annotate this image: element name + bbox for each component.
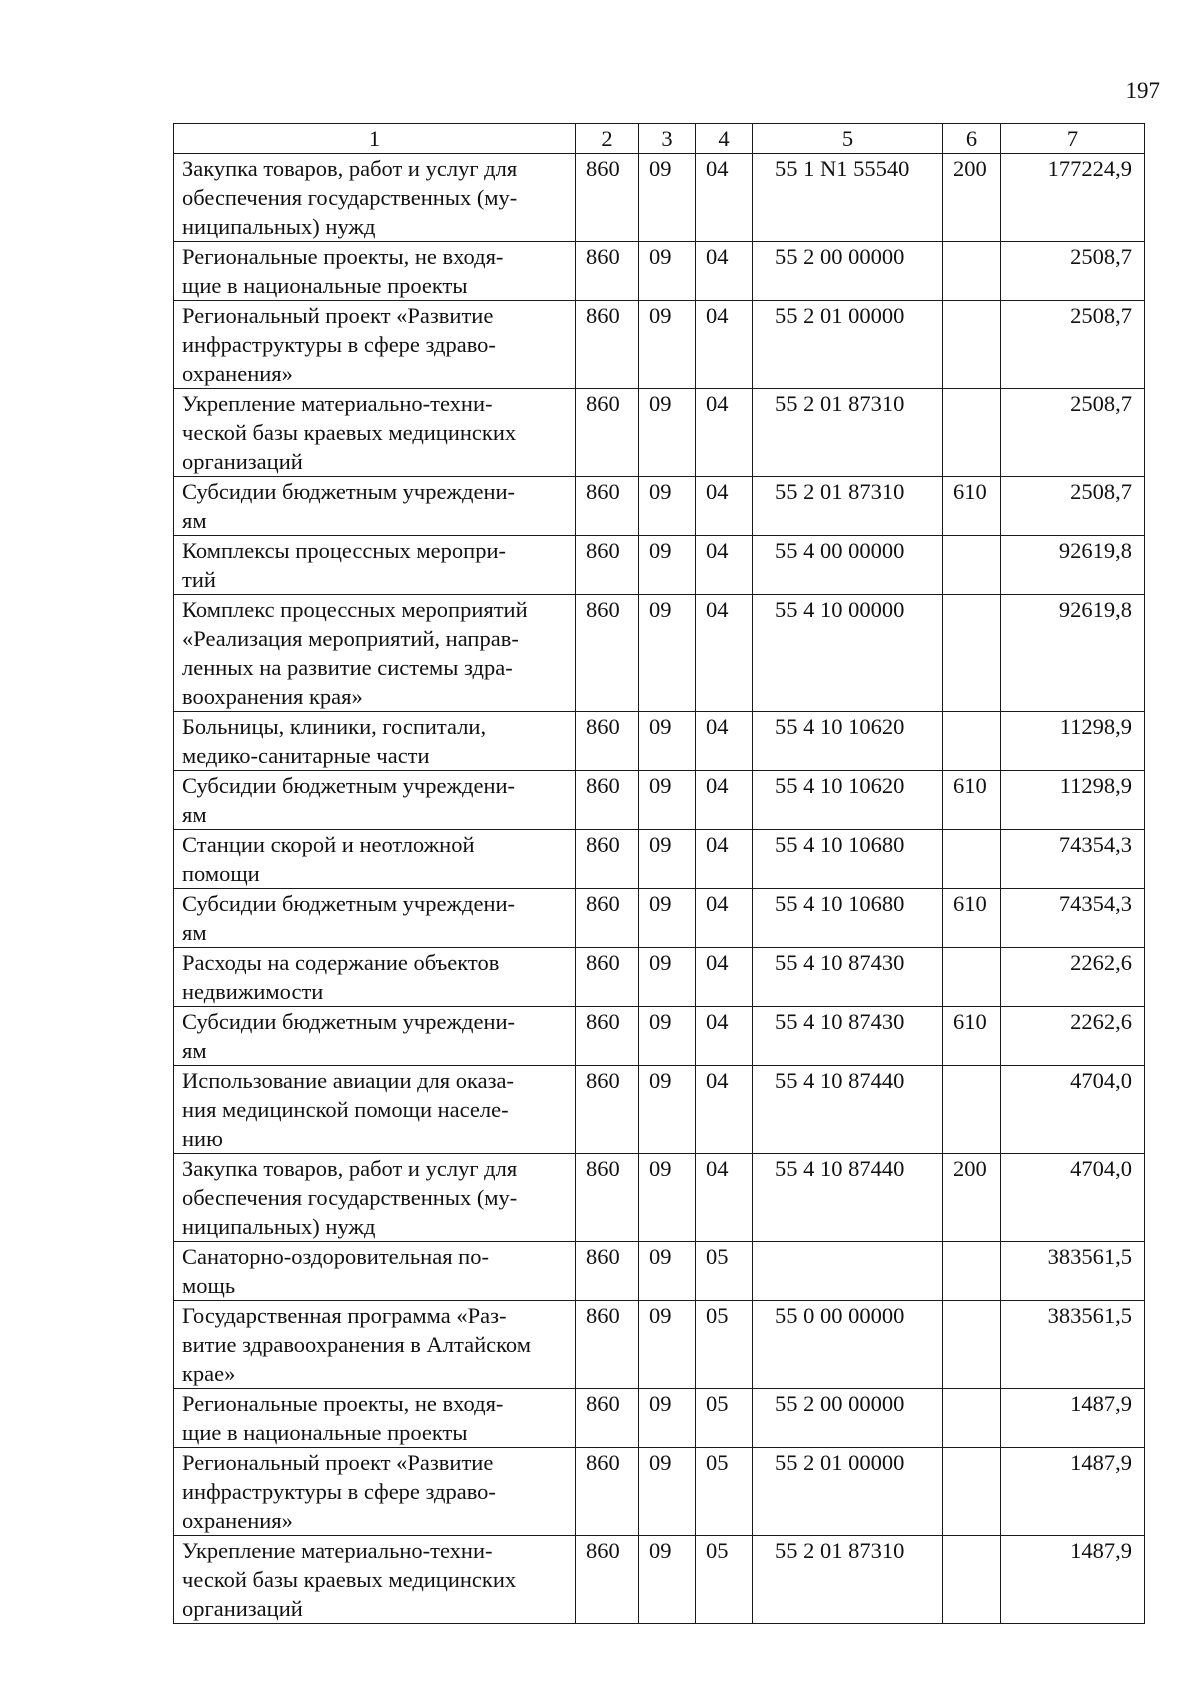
row-name-line: ям	[182, 802, 207, 827]
row-name	[174, 477, 576, 536]
table-row	[174, 1007, 1145, 1066]
col-amount: 74354,3	[1001, 889, 1145, 948]
row-name-line: охранения»	[182, 361, 293, 386]
row-name-line: ниципальных) нужд	[182, 214, 376, 239]
col-ministry-code: 860	[576, 1007, 639, 1066]
col-target-article: 55 4 10 10680	[753, 889, 943, 948]
table-row	[174, 154, 1145, 242]
col-amount: 74354,3	[1001, 830, 1145, 889]
col-subsection: 05	[696, 1301, 753, 1389]
col-target-article: 55 4 00 00000	[753, 536, 943, 595]
col-target-article	[753, 1242, 943, 1301]
col-expense-type: 610	[943, 889, 1001, 948]
row-name-line: Использование авиации для оказа-	[182, 1068, 514, 1093]
col-section: 09	[639, 1536, 696, 1624]
row-name-line: Субсидии бюджетным учреждени-	[182, 891, 516, 916]
col-expense-type	[943, 595, 1001, 712]
col-ministry-code: 860	[576, 830, 639, 889]
row-name-line: витие здравоохранения в Алтайском	[182, 1332, 531, 1357]
col-target-article: 55 0 00 00000	[753, 1301, 943, 1389]
table-row	[174, 301, 1145, 389]
row-name	[174, 1389, 576, 1448]
col-subsection: 04	[696, 389, 753, 477]
row-name	[174, 1536, 576, 1624]
col-section: 09	[639, 595, 696, 712]
col-expense-type: 200	[943, 154, 1001, 242]
row-name-line: Государственная программа «Раз-	[182, 1303, 507, 1328]
row-name	[174, 595, 576, 712]
col-subsection: 04	[696, 301, 753, 389]
col-target-article: 55 2 01 00000	[753, 301, 943, 389]
row-name-line: ям	[182, 920, 207, 945]
col-subsection: 04	[696, 477, 753, 536]
table-row	[174, 1154, 1145, 1242]
row-name	[174, 889, 576, 948]
col-expense-type	[943, 1448, 1001, 1536]
table-header	[174, 124, 1145, 154]
col-section: 09	[639, 712, 696, 771]
col-subsection: 04	[696, 595, 753, 712]
row-name	[174, 1066, 576, 1154]
col-section: 09	[639, 948, 696, 1007]
row-name-line: крае»	[182, 1361, 236, 1386]
col-amount: 383561,5	[1001, 1242, 1145, 1301]
col-subsection: 04	[696, 1154, 753, 1242]
col-ministry-code: 860	[576, 301, 639, 389]
row-name	[174, 771, 576, 830]
col-subsection: 04	[696, 1066, 753, 1154]
col-section: 09	[639, 1007, 696, 1066]
col-target-article: 55 4 10 00000	[753, 595, 943, 712]
row-name-line: «Реализация мероприятий, направ-	[182, 626, 519, 651]
col-target-article: 55 2 00 00000	[753, 1389, 943, 1448]
col-expense-type: 610	[943, 771, 1001, 830]
col-target-article: 55 4 10 10620	[753, 771, 943, 830]
col-section: 09	[639, 771, 696, 830]
col-expense-type	[943, 1301, 1001, 1389]
table-body	[174, 154, 1145, 1624]
col-amount: 2508,7	[1001, 389, 1145, 477]
table-row	[174, 242, 1145, 301]
col-section: 09	[639, 301, 696, 389]
row-name	[174, 948, 576, 1007]
row-name-line: Укрепление материально-техни-	[182, 391, 493, 416]
table-row	[174, 477, 1145, 536]
col-amount: 11298,9	[1001, 712, 1145, 771]
col-expense-type	[943, 1389, 1001, 1448]
col-target-article: 55 4 10 87440	[753, 1066, 943, 1154]
table-row	[174, 830, 1145, 889]
col-target-article: 55 4 10 10620	[753, 712, 943, 771]
col-section: 09	[639, 1154, 696, 1242]
table-row	[174, 1066, 1145, 1154]
row-name-line: нию	[182, 1126, 223, 1151]
table-row	[174, 1301, 1145, 1389]
row-name	[174, 830, 576, 889]
row-name-line: Субсидии бюджетным учреждени-	[182, 773, 516, 798]
header-col-7: 7	[1001, 124, 1145, 154]
col-section: 09	[639, 154, 696, 242]
col-ministry-code: 860	[576, 712, 639, 771]
col-expense-type	[943, 1536, 1001, 1624]
table-row	[174, 948, 1145, 1007]
col-target-article: 55 2 01 00000	[753, 1448, 943, 1536]
col-target-article: 55 4 10 87440	[753, 1154, 943, 1242]
col-subsection: 05	[696, 1242, 753, 1301]
table-row	[174, 595, 1145, 712]
row-name-line: ческой базы краевых медицинских	[182, 420, 517, 445]
col-amount: 1487,9	[1001, 1389, 1145, 1448]
col-amount: 383561,5	[1001, 1301, 1145, 1389]
row-name-line: воохранения края»	[182, 684, 363, 709]
row-name-line: Комплексы процессных меропри-	[182, 538, 506, 563]
row-name	[174, 301, 576, 389]
col-expense-type	[943, 948, 1001, 1007]
row-name-line: ческой базы краевых медицинских	[182, 1567, 517, 1592]
row-name-line: Комплекс процессных мероприятий	[182, 597, 528, 622]
row-name-line: недвижимости	[182, 979, 324, 1004]
col-ministry-code: 860	[576, 1301, 639, 1389]
row-name	[174, 1007, 576, 1066]
col-ministry-code: 860	[576, 771, 639, 830]
col-expense-type	[943, 389, 1001, 477]
row-name	[174, 242, 576, 301]
col-subsection: 05	[696, 1536, 753, 1624]
row-name-line: мощь	[182, 1273, 236, 1298]
col-expense-type	[943, 1242, 1001, 1301]
col-subsection: 04	[696, 771, 753, 830]
row-name	[174, 712, 576, 771]
col-section: 09	[639, 1242, 696, 1301]
header-col-5: 5	[753, 124, 943, 154]
page-number: 197	[1125, 78, 1160, 103]
col-subsection: 04	[696, 889, 753, 948]
col-expense-type	[943, 536, 1001, 595]
row-name	[174, 536, 576, 595]
row-name	[174, 1154, 576, 1242]
row-name-line: Субсидии бюджетным учреждени-	[182, 479, 516, 504]
table-row	[174, 1536, 1145, 1624]
row-name-line: Санаторно-оздоровительная по-	[182, 1244, 489, 1269]
row-name-line: Региональный проект «Развитие	[182, 1450, 494, 1475]
col-expense-type	[943, 301, 1001, 389]
col-amount: 2508,7	[1001, 301, 1145, 389]
col-section: 09	[639, 389, 696, 477]
col-subsection: 04	[696, 536, 753, 595]
col-expense-type	[943, 712, 1001, 771]
col-ministry-code: 860	[576, 154, 639, 242]
row-name-line: Расходы на содержание объектов	[182, 950, 500, 975]
row-name-line: организаций	[182, 1596, 303, 1621]
col-subsection: 04	[696, 154, 753, 242]
col-section: 09	[639, 477, 696, 536]
col-target-article: 55 2 01 87310	[753, 1536, 943, 1624]
col-ministry-code: 860	[576, 389, 639, 477]
header-row	[174, 124, 1145, 154]
row-name	[174, 1448, 576, 1536]
row-name-line: Закупка товаров, работ и услуг для	[182, 1156, 518, 1181]
row-name-line: Региональные проекты, не входя-	[182, 1391, 504, 1416]
col-target-article: 55 2 00 00000	[753, 242, 943, 301]
row-name-line: щие в национальные проекты	[182, 1420, 468, 1445]
col-section: 09	[639, 830, 696, 889]
col-ministry-code: 860	[576, 1448, 639, 1536]
col-expense-type: 610	[943, 477, 1001, 536]
row-name-line: обеспечения государственных (му-	[182, 1185, 518, 1210]
col-subsection: 04	[696, 712, 753, 771]
col-target-article: 55 2 01 87310	[753, 389, 943, 477]
row-name-line: организаций	[182, 449, 303, 474]
row-name-line: ния медицинской помощи населе-	[182, 1097, 509, 1122]
table-row	[174, 771, 1145, 830]
col-ministry-code: 860	[576, 1536, 639, 1624]
col-amount: 2262,6	[1001, 948, 1145, 1007]
row-name-line: Укрепление материально-техни-	[182, 1538, 493, 1563]
col-amount: 4704,0	[1001, 1154, 1145, 1242]
col-target-article: 55 2 01 87310	[753, 477, 943, 536]
row-name-line: Субсидии бюджетным учреждени-	[182, 1009, 516, 1034]
col-ministry-code: 860	[576, 595, 639, 712]
col-section: 09	[639, 1066, 696, 1154]
col-subsection: 04	[696, 242, 753, 301]
col-expense-type: 200	[943, 1154, 1001, 1242]
table-row	[174, 536, 1145, 595]
table-row	[174, 712, 1145, 771]
row-name-line: ниципальных) нужд	[182, 1214, 376, 1239]
row-name-line: Станции скорой и неотложной	[182, 832, 475, 857]
row-name	[174, 389, 576, 477]
col-ministry-code: 860	[576, 1389, 639, 1448]
col-section: 09	[639, 242, 696, 301]
col-ministry-code: 860	[576, 242, 639, 301]
row-name-line: инфраструктуры в сфере здраво-	[182, 332, 496, 357]
col-ministry-code: 860	[576, 1066, 639, 1154]
col-amount: 92619,8	[1001, 595, 1145, 712]
col-amount: 2262,6	[1001, 1007, 1145, 1066]
col-expense-type	[943, 242, 1001, 301]
col-amount: 4704,0	[1001, 1066, 1145, 1154]
row-name-line: щие в национальные проекты	[182, 273, 468, 298]
col-ministry-code: 860	[576, 948, 639, 1007]
col-subsection: 04	[696, 830, 753, 889]
header-col-1: 1	[174, 124, 576, 154]
col-amount: 2508,7	[1001, 242, 1145, 301]
col-section: 09	[639, 889, 696, 948]
table-row	[174, 1389, 1145, 1448]
col-target-article: 55 4 10 87430	[753, 948, 943, 1007]
col-section: 09	[639, 536, 696, 595]
budget-table	[173, 123, 1145, 1624]
row-name-line: Региональные проекты, не входя-	[182, 244, 504, 269]
header-col-3: 3	[639, 124, 696, 154]
col-section: 09	[639, 1389, 696, 1448]
col-ministry-code: 860	[576, 1242, 639, 1301]
row-name	[174, 1242, 576, 1301]
row-name	[174, 1301, 576, 1389]
table-row	[174, 1242, 1145, 1301]
row-name-line: ленных на развитие системы здра-	[182, 655, 513, 680]
col-subsection: 04	[696, 1007, 753, 1066]
col-subsection: 05	[696, 1389, 753, 1448]
col-amount: 92619,8	[1001, 536, 1145, 595]
col-amount: 11298,9	[1001, 771, 1145, 830]
row-name-line: медико-санитарные части	[182, 743, 430, 768]
row-name	[174, 154, 576, 242]
row-name-line: Закупка товаров, работ и услуг для	[182, 156, 518, 181]
col-ministry-code: 860	[576, 477, 639, 536]
col-expense-type	[943, 1066, 1001, 1154]
header-col-4: 4	[696, 124, 753, 154]
col-ministry-code: 860	[576, 1154, 639, 1242]
header-col-6: 6	[943, 124, 1001, 154]
col-subsection: 05	[696, 1448, 753, 1536]
col-section: 09	[639, 1301, 696, 1389]
row-name-line: обеспечения государственных (му-	[182, 185, 518, 210]
col-expense-type: 610	[943, 1007, 1001, 1066]
header-col-2: 2	[576, 124, 639, 154]
col-section: 09	[639, 1448, 696, 1536]
col-ministry-code: 860	[576, 536, 639, 595]
table-row	[174, 1448, 1145, 1536]
col-amount: 177224,9	[1001, 154, 1145, 242]
col-amount: 1487,9	[1001, 1536, 1145, 1624]
row-name-line: инфраструктуры в сфере здраво-	[182, 1479, 496, 1504]
table-row	[174, 389, 1145, 477]
col-ministry-code: 860	[576, 889, 639, 948]
col-target-article: 55 4 10 87430	[753, 1007, 943, 1066]
row-name-line: тий	[182, 567, 216, 592]
col-amount: 2508,7	[1001, 477, 1145, 536]
row-name-line: ям	[182, 1038, 207, 1063]
row-name-line: охранения»	[182, 1508, 293, 1533]
row-name-line: Больницы, клиники, госпитали,	[182, 714, 487, 739]
col-expense-type	[943, 830, 1001, 889]
col-amount: 1487,9	[1001, 1448, 1145, 1536]
col-target-article: 55 1 N1 55540	[753, 154, 943, 242]
col-target-article: 55 4 10 10680	[753, 830, 943, 889]
row-name-line: Региональный проект «Развитие	[182, 303, 494, 328]
table-row	[174, 889, 1145, 948]
col-subsection: 04	[696, 948, 753, 1007]
row-name-line: помощи	[182, 861, 260, 886]
row-name-line: ям	[182, 508, 207, 533]
